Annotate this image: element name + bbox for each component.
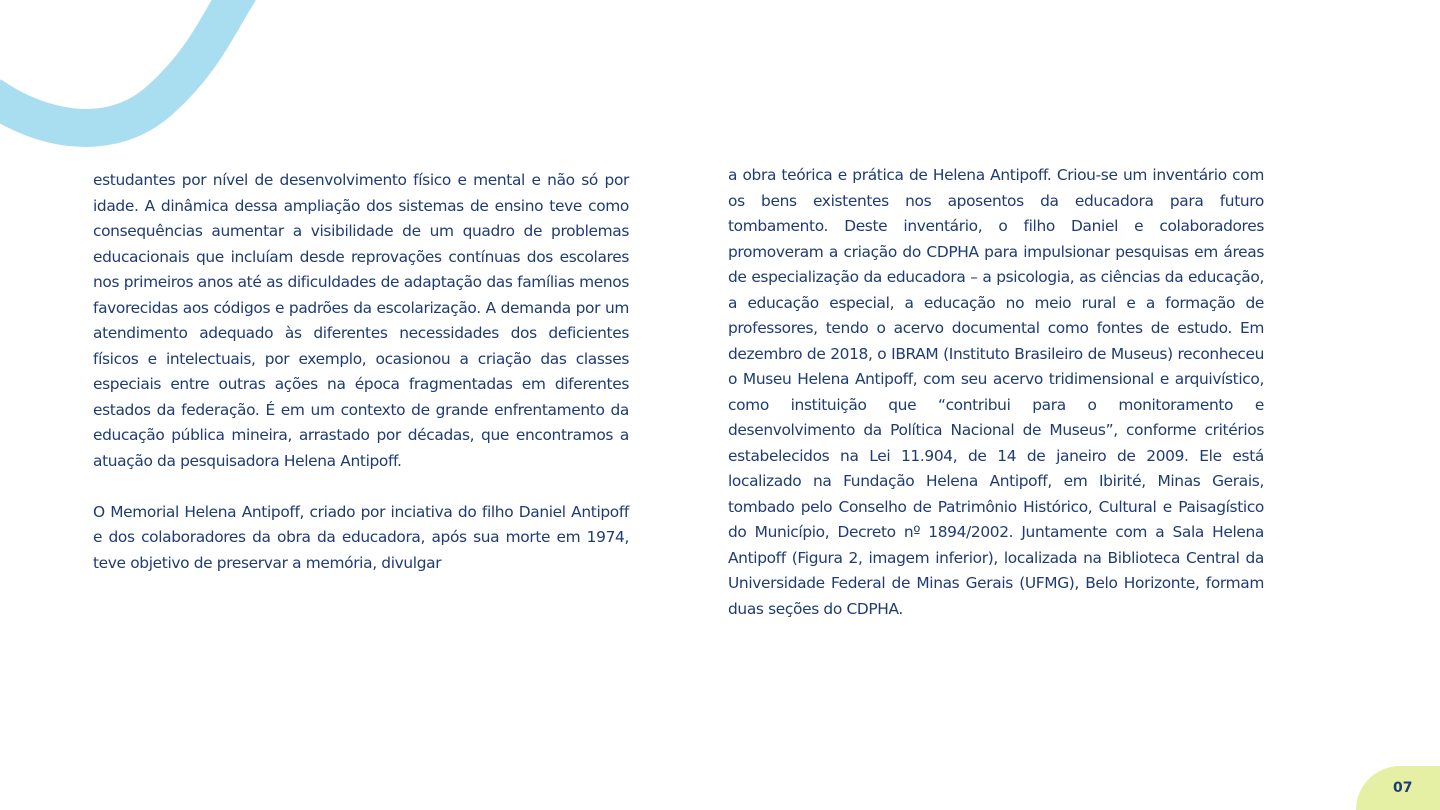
left-paragraph-1: estudantes por nível de desenvolvimento físico e mental e não só por idade. A dinâmica dessa ampliação dos sistemas de ensino teve como consequências aumentar a visibilidade de um quadro de problemas educacionais que incluíam desde reprovações contínuas dos escolares nos primeiros anos até as dificuldades de adaptação das famílias menos favorecidas aos códigos e padrões da escolarização. A demanda por um atendimento adequado às diferentes necessidades dos deficientes físicos e intelectuais, por exemplo, ocasionou a criação das classes especiais entre outras ações na época fragmentadas em diferentes estados da federação. É em um contexto de grande enfrentamento da educação pública mineira, arrastado por décadas, que encontramos a atuação da pesquisadora Helena Antipoff. [93, 171, 629, 470]
left-paragraph-2: O Memorial Helena Antipoff, criado por inciativa do filho Daniel Antipoff e dos colaboradores da obra da educadora, após sua morte em 1974, teve objetivo de preservar a memória, divulgar [93, 502, 629, 572]
page-number: 07 [1393, 780, 1413, 796]
right-text-column [728, 163, 1264, 622]
left-text-column [93, 168, 629, 576]
decorative-swoosh [0, 0, 300, 180]
right-paragraph-1: a obra teórica e prática de Helena Antipoff. Criou-se um inventário com os bens existentes nos aposentos da educadora para futuro tombamento. Deste inventário, o filho Daniel e colaboradores promoveram a criação do CDPHA para impulsionar pesquisas em áreas de especialização da educadora – a psicologia, as ciências da educação, a educação especial, a educação no meio rural e a formação de professores, tendo o acervo documental como fontes de estudo. Em dezembro de 2018, o IBRAM (Instituto Brasileiro de Museus) reconheceu o Museu Helena Antipoff, com seu acervo tridimensional e arquivístico, como instituição que “contribui para o monitoramento e desenvolvimento da Política Nacional de Museus”, conforme critérios estabelecidos na Lei 11.904, de 14 de janeiro de 2009. Ele está localizado na Fundação Helena Antipoff, em Ibirité, Minas Gerais, tombado pelo Conselho de Patrimônio Histórico, Cultural e Paisagístico do Município, Decreto nº 1894/2002. Juntamente com a Sala Helena Antipoff (Figura 2, imagem inferior), localizada na Biblioteca Central da Universidade Federal de Minas Gerais (UFMG), Belo Horizonte, formam duas seções do CDPHA. [728, 166, 1264, 618]
